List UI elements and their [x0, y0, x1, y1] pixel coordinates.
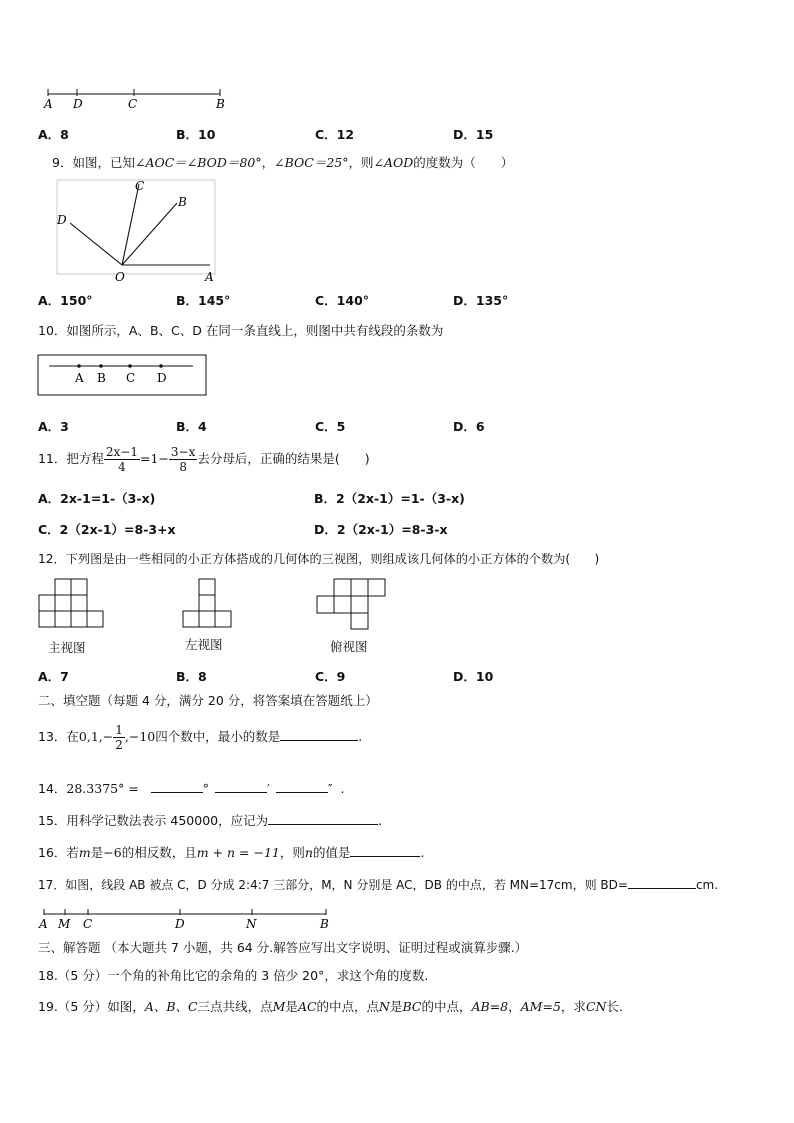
q12-top-view-caption: 俯视图 — [330, 639, 368, 654]
q10-option-a[interactable]: A．3 — [38, 419, 69, 434]
q9-label-d: D — [57, 213, 67, 227]
q9-label-o: O — [115, 270, 125, 284]
q10-line-figure — [37, 354, 209, 398]
q12-option-b[interactable]: B．8 — [176, 669, 207, 684]
q12-side-view — [182, 577, 234, 631]
q8-label-d: D — [73, 97, 83, 111]
q11-question: 11．把方程 $\frac{2x-1}{4}$ =1− $\frac{3-x}{8}$ 去分母后，正确的结果是( ) — [38, 445, 370, 474]
q11-fraction-1: $\frac{2x-1}{4}$ — [105, 445, 138, 474]
q16-question: 16．若m是−6的相反数，且m + n = −11，则n的值是 . — [38, 845, 425, 860]
q12-question: 12．下列图是由一些相同的小正方体搭成的几何体的三视图，则组成该几何体的小正方体的个数为( ) — [38, 552, 600, 566]
q13-fraction: $\frac{1}{2}$ — [115, 723, 123, 752]
q8-label-c: C — [128, 97, 138, 111]
q9-option-c[interactable]: C．140° — [315, 293, 370, 308]
q17-label-n: N — [246, 917, 257, 931]
q12-side-view-caption: 左视图 — [185, 637, 223, 652]
q17-label-m: M — [58, 917, 71, 931]
q11-option-d[interactable]: D．2（2x-1）=8-3-x — [314, 522, 448, 537]
q17-label-d: D — [175, 917, 185, 931]
q11-option-a[interactable]: A．2x-1=1-（3-x) — [38, 491, 156, 506]
q10-label-a: A — [75, 371, 84, 385]
q10-label-c: C — [126, 371, 136, 385]
q8-option-b[interactable]: B．10 — [176, 127, 216, 142]
q13-answer-blank[interactable] — [280, 728, 358, 741]
q9-label-b: B — [178, 195, 187, 209]
q8-option-a[interactable]: A．8 — [38, 127, 69, 142]
q17-label-a: A — [39, 917, 48, 931]
q19-question: 19.（5 分）如图，A、B、C三点共线，点M是AC的中点，点N是BC的中点，AB=8，AM=5，求CN长. — [38, 999, 623, 1014]
q10-option-b[interactable]: B．4 — [176, 419, 207, 434]
q9-angle-figure — [52, 178, 222, 284]
q14-minute-blank[interactable] — [215, 780, 267, 793]
q9-label-c: C — [135, 179, 145, 193]
q9-label-a: A — [205, 270, 214, 284]
q12-option-c[interactable]: C．9 — [315, 669, 346, 684]
q11-option-c[interactable]: C．2（2x-1）=8-3+x — [38, 522, 176, 537]
q15-question: 15．用科学记数法表示 450000，应记为 . — [38, 813, 383, 828]
q16-answer-blank[interactable] — [350, 844, 420, 857]
q12-top-view — [316, 577, 388, 631]
q8-label-b: B — [216, 97, 225, 111]
q13-question: 13．在0,1,− $\frac{1}{2}$ ,−10四个数中，最小的数是 . — [38, 723, 363, 752]
q11-option-b[interactable]: B．2（2x-1）=1-（3-x) — [314, 491, 465, 506]
q15-answer-blank[interactable] — [268, 812, 378, 825]
q17-answer-blank[interactable] — [628, 876, 696, 889]
section-2-heading: 二、填空题（每题 4 分，满分 20 分，将答案填在答题纸上） — [38, 693, 378, 708]
q10-question: 10．如图所示，A、B、C、D 在同一条直线上，则图中共有线段的条数为 — [38, 323, 444, 338]
q11-fraction-2: $\frac{3-x}{8}$ — [170, 445, 196, 474]
q12-option-d[interactable]: D．10 — [453, 669, 494, 684]
q12-option-a[interactable]: A．7 — [38, 669, 69, 684]
q9-option-a[interactable]: A．150° — [38, 293, 93, 308]
q8-segment-figure — [40, 88, 240, 112]
q9-option-d[interactable]: D．135° — [453, 293, 509, 308]
q12-front-view-caption: 主视图 — [48, 640, 86, 655]
q14-second-blank[interactable] — [276, 780, 328, 793]
q14-degree-blank[interactable] — [151, 780, 203, 793]
section-3-heading: 三、解答题 （本大题共 7 小题，共 64 分.解答应写出文字说明、证明过程或演算步骤.） — [38, 940, 528, 955]
q18-question: 18.（5 分）一个角的补角比它的余角的 3 倍少 20°，求这个角的度数. — [38, 968, 429, 983]
q14-question: 14．28.3375° = ° ′ ″ . — [38, 781, 345, 796]
q17-question: 17．如图，线段 AB 被点 C，D 分成 2:4:7 三部分，M，N 分别是 AC，DB 的中点，若 MN=17cm，则 BD= cm. — [38, 878, 719, 892]
q9-question: 9．如图，已知∠AOC＝∠BOD＝80°，∠BOC＝25°，则∠AOD的度数为（ ） — [52, 155, 514, 170]
q10-option-d[interactable]: D．6 — [453, 419, 485, 434]
q10-option-c[interactable]: C．5 — [315, 419, 346, 434]
q8-option-d[interactable]: D．15 — [453, 127, 494, 142]
q8-label-a: A — [44, 97, 53, 111]
q17-label-b: B — [320, 917, 329, 931]
q8-option-c[interactable]: C．12 — [315, 127, 355, 142]
q9-option-b[interactable]: B．145° — [176, 293, 231, 308]
q10-label-d: D — [157, 371, 167, 385]
q17-segment-figure — [38, 905, 338, 931]
q10-label-b: B — [97, 371, 106, 385]
q17-label-c: C — [83, 917, 93, 931]
q12-front-view — [38, 577, 106, 631]
